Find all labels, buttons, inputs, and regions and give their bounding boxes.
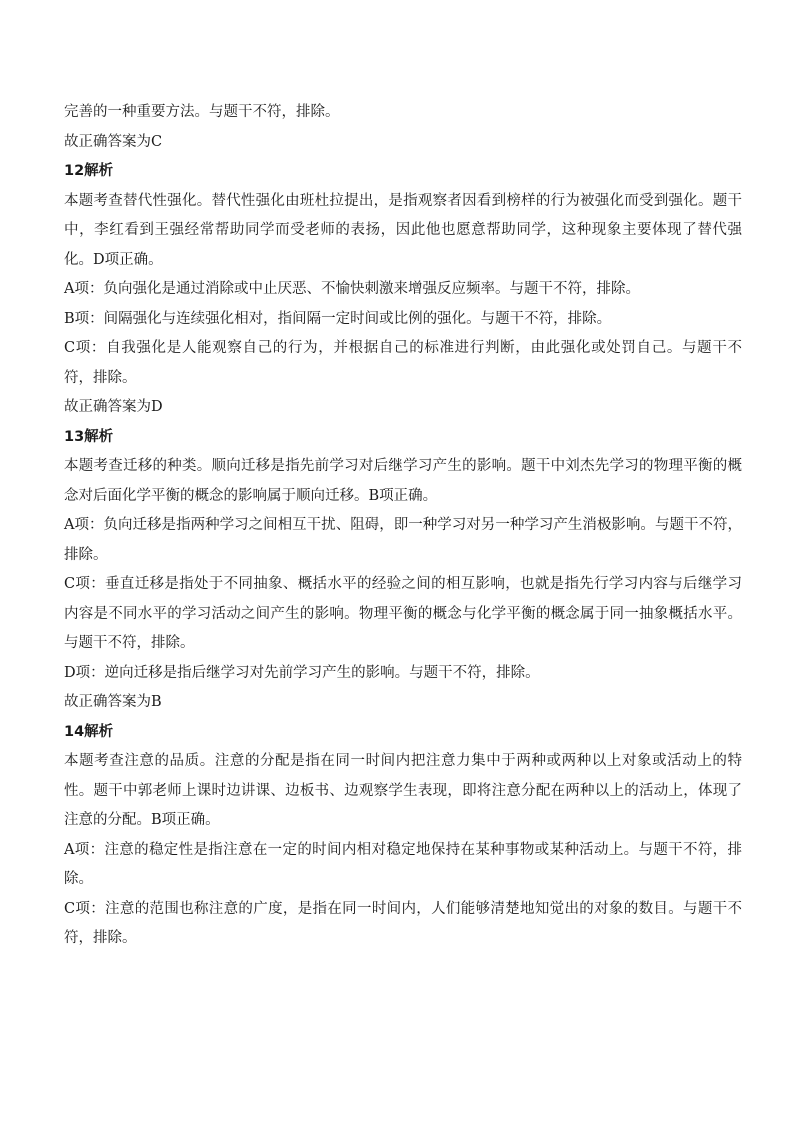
q12-answer: 故正确答案为D — [64, 399, 163, 415]
q12-option-b: B项：间隔强化与连续强化相对，指间隔一定时间或比例的强化。与题干不符，排除。 — [64, 310, 612, 327]
q13-option-c: C项：垂直迁移是指处于不同抽象、概括水平的经验之间的相互影响，也就是指先行学习内容与后继学习内容是不同水平的学习活动之间产生的影响。物理平衡的概念与化学平衡的概念属于同一抽象概括水平。与题干不符，排除。 — [64, 576, 742, 651]
q12-option-c: C项：自我强化是人能观察自己的行为，并根据自己的标准进行判断，由此强化或处罚自己。与题干不符，排除。 — [64, 340, 742, 386]
document-page — [64, 98, 742, 954]
q13-explanation: 本题考查迁移的种类。顺向迁移是指先前学习对后继学习产生的影响。题干中刘杰先学习的物理平衡的概念对后面化学平衡的概念的影响属于顺向迁移。B项正确。 — [64, 458, 742, 504]
q12-option-a: A项：负向强化是通过消除或中止厌恶、不愉快刺激来增强反应频率。与题干不符，排除。 — [64, 281, 640, 297]
q13-option-d: D项：逆向迁移是指后继学习对先前学习产生的影响。与题干不符，排除。 — [64, 664, 540, 681]
q13-answer: 故正确答案为B — [64, 694, 162, 710]
q13-heading: 13解析 — [64, 428, 114, 445]
intro-answer: 故正确答案为C — [64, 133, 163, 150]
q14-option-a: A项：注意的稳定性是指注意在一定的时间内相对稳定地保持在某种事物或某种活动上。与题干不符，排除。 — [64, 841, 742, 887]
q14-heading: 14解析 — [64, 723, 114, 740]
q12-explanation: 本题考查替代性强化。替代性强化由班杜拉提出，是指观察者因看到榜样的行为被强化而受到强化。题干中，李红看到王强经常帮助同学而受老师的表扬，因此他也愿意帮助同学，这种现象主要体现了替代强化。D项正确。 — [64, 192, 742, 268]
q13-option-a: A项：负向迁移是指两种学习之间相互干扰、阻碍，即一种学习对另一种学习产生消极影响。与题干不符，排除。 — [64, 517, 742, 563]
q14-explanation: 本题考查注意的品质。注意的分配是指在同一时间内把注意力集中于两种或两种以上对象或活动上的特性。题干中郭老师上课时边讲课、边板书、边观察学生表现，即将注意分配在两种以上的活动上，体现了注意的分配。B项正确。 — [64, 753, 742, 828]
q14-option-c: C项：注意的范围也称注意的广度，是指在同一时间内，人们能够清楚地知觉出的对象的数目。与题干不符，排除。 — [64, 900, 742, 946]
intro-text: 完善的一种重要方法。与题干不符，排除。 — [64, 104, 340, 120]
q12-heading: 12解析 — [64, 163, 114, 179]
